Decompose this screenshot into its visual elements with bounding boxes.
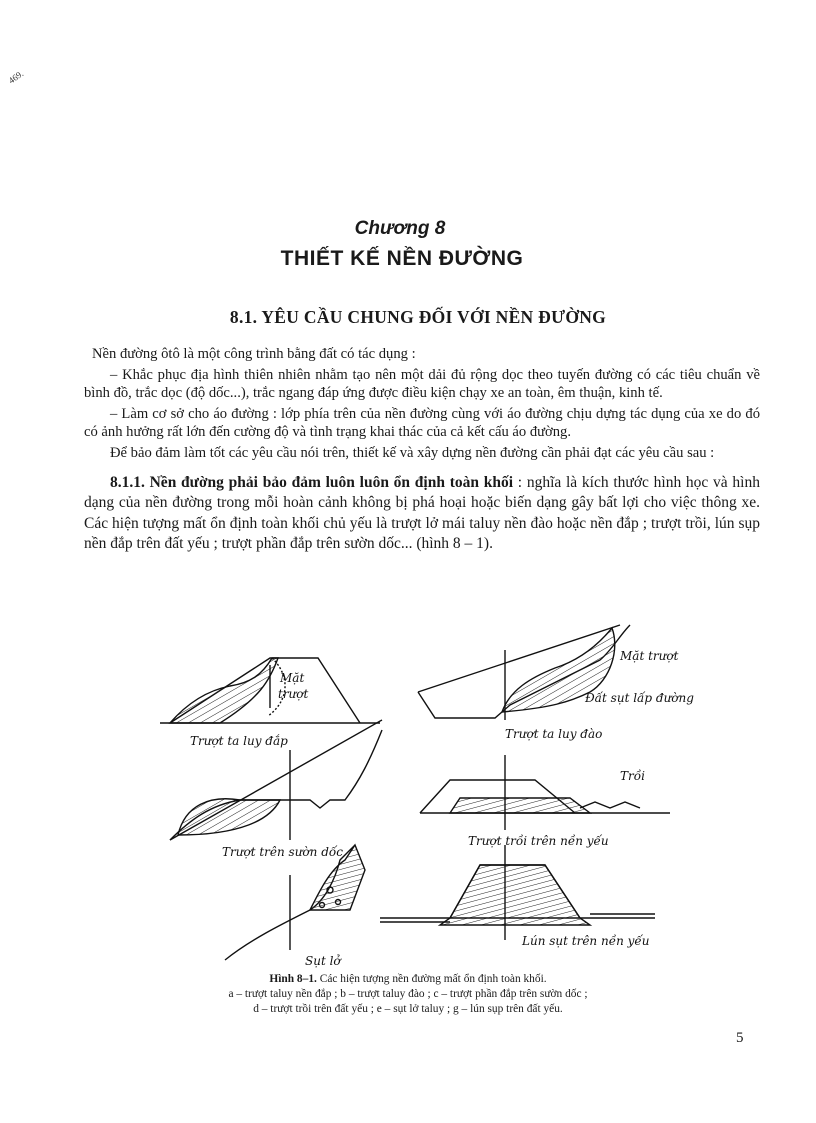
- caption-line-3: d – trượt trồi trên đất yếu ; e – sụt lở taluy ; g – lún sụp trên đất yếu.: [253, 1003, 563, 1015]
- diagram-a: [160, 658, 380, 748]
- diagram-e: [225, 845, 365, 968]
- paragraph-intro: Nền đường ôtô là một công trình bằng đất có tác dụng :: [92, 346, 416, 362]
- label-troi: Trồi: [620, 769, 645, 783]
- paragraph-bullet-2: – Làm cơ sở cho áo đường : lớp phía trên của nền đường cùng với áo đường chịu dựng tác dụng của xe do đó có ảnh hưởng rất lớn đến cường độ và tình trạng khai thác của cả kết cấu áo đường.: [84, 405, 760, 441]
- body-text: [84, 345, 760, 555]
- subsection-8-1-1: [84, 473, 760, 555]
- label-truot: trượt: [278, 687, 309, 701]
- diagram-d: [420, 755, 670, 848]
- chapter-title-text: THIẾT KẾ NỀN ĐƯỜNG: [280, 247, 524, 270]
- caption-title: [0, 972, 816, 987]
- caption-e: Sụt lở: [305, 954, 341, 968]
- page-number: 5: [736, 1030, 744, 1046]
- chapter-text: Chương 8: [354, 218, 446, 239]
- caption-title-text: Các hiện tượng nền đường mất ổn định toàn khối.: [316, 973, 547, 985]
- paragraph-bullet-1: – Khắc phục địa hình thiên nhiên nhằm tạo nên một dải đủ rộng dọc theo tuyến đường có các tiêu chuẩn về bình đồ, trắc dọc (độ dốc...), trắc ngang đáp ứng được điều kiện chạy xe an toàn, êm thuận, kinh tế.: [84, 366, 760, 402]
- label-mat-truot-b: Mặt trượt: [620, 649, 679, 663]
- label-dat-sut: Đất sụt lấp đường: [585, 691, 694, 705]
- figure-8-1: [150, 620, 710, 970]
- caption-title-bold: Hình 8–1.: [269, 973, 317, 985]
- caption-b: Trượt ta luy đào: [505, 727, 603, 741]
- caption-d: Trượt trồi trên nền yếu: [468, 834, 609, 848]
- figure-caption: [0, 972, 816, 1017]
- diagram-g: [380, 845, 655, 948]
- chapter-title: [0, 247, 816, 271]
- paragraph-requirements: Để bảo đảm làm tốt các yêu cầu nói trên, thiết kế và xây dựng nền đường cần phải đạt các yêu cầu sau :: [110, 444, 715, 461]
- label-mat: Mặt: [280, 671, 305, 685]
- corner-mark: 469.: [6, 68, 26, 86]
- subsection-text: : nghĩa là kích thước hình học và hình dạng của nền đường trong mỗi hoàn cảnh không bị phá hoại hoặc biến dạng gây bất lợi cho việc thông xe. Các hiện tượng mất ổn định toàn khối chủ yếu là trượt lở mái taluy nền đào hoặc nền đắp ; trượt trồi, lún sụp nền đắp trên đất yếu ; trượt phần đắp trên sườn dốc... (hình 8 – 1).: [84, 473, 760, 553]
- section-heading-text: 8.1. YÊU CẦU CHUNG ĐỐI VỚI NỀN ĐƯỜNG: [229, 307, 607, 327]
- caption-line-2: a – trượt taluy nền đắp ; b – trượt taluy đào ; c – trượt phần đắp trên sườn dốc ;: [228, 988, 588, 1000]
- section-heading: [0, 307, 816, 328]
- caption-c: Trượt trên sườn dốc: [222, 845, 343, 859]
- diagram-b: [418, 625, 694, 741]
- chapter-label: [0, 218, 816, 240]
- subsection-heading: 8.1.1. Nền đường phải bảo đảm luôn luôn ổn định toàn khối: [110, 473, 514, 491]
- caption-g: Lún sụt trên nền yếu: [522, 934, 650, 948]
- caption-a: Trượt ta luy đắp: [190, 734, 288, 748]
